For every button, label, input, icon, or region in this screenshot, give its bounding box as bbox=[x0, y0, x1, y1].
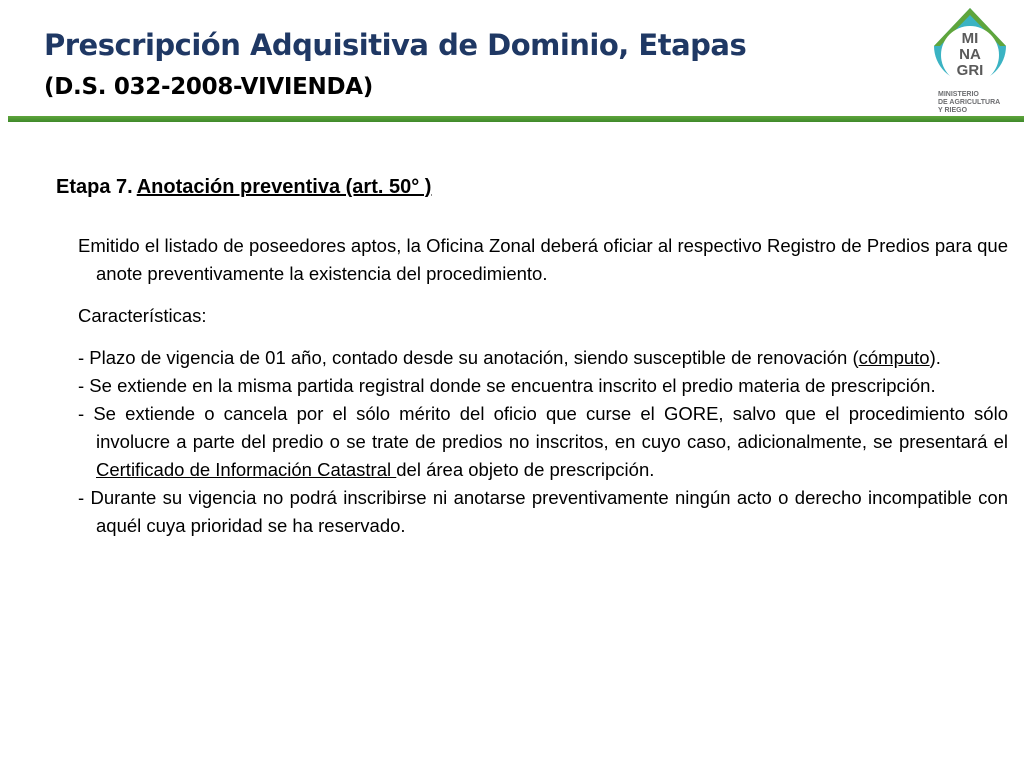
logo-letters-1: MI bbox=[961, 30, 979, 47]
features-list bbox=[78, 344, 1008, 540]
intro-paragraph: Emitido el listado de poseedores aptos, la Oficina Zonal deberá oficiar al respectivo Registro de Predios para que anote preventivamente la existencia del procedimiento. bbox=[78, 235, 1008, 284]
logo-letters-3: GRI bbox=[956, 62, 984, 79]
minagri-logo bbox=[924, 6, 1016, 116]
stage-heading bbox=[56, 176, 431, 199]
feature-item bbox=[78, 400, 1008, 484]
feature-item bbox=[78, 484, 1008, 540]
feature-item bbox=[78, 344, 1008, 372]
feature-text: - Se extiende o cancela por el sólo mérito del oficio que curse el GORE, salvo que el procedimiento sólo involucre a parte del predio o se trate de predios no inscritos, en cuyo caso, adicionalmente, se presentará el bbox=[78, 403, 1008, 452]
slide-subtitle: (D.S. 032-2008-VIVIENDA) bbox=[44, 74, 373, 100]
feature-text: - Se extiende en la misma partida registral donde se encuentra inscrito el predio materia de prescripción. bbox=[78, 375, 936, 396]
stage-title: Anotación preventiva (art. 50° ) bbox=[136, 176, 432, 198]
feature-underlined: cómputo bbox=[858, 347, 930, 368]
minagri-drop-icon bbox=[926, 6, 1014, 90]
stage-label: Etapa 7. bbox=[56, 176, 133, 198]
slide-body bbox=[78, 232, 1008, 540]
slide-title: Prescripción Adquisitiva de Dominio, Etapas bbox=[44, 28, 747, 62]
features-label: Características: bbox=[78, 305, 207, 326]
logo-letters-2: NA bbox=[959, 46, 981, 63]
header-divider bbox=[8, 116, 1024, 122]
feature-underlined: Certificado de Información Catastral bbox=[96, 459, 397, 480]
feature-text: - Durante su vigencia no podrá inscribirse ni anotarse preventivamente ningún acto o derecho incompatible con aquél cuya prioridad se ha reservado. bbox=[78, 487, 1008, 536]
logo-caption: MINISTERIO DE AGRICULTURA Y RIEGO bbox=[938, 91, 1001, 114]
feature-text-end: del área objeto de prescripción. bbox=[396, 459, 655, 480]
feature-text: - Plazo de vigencia de 01 año, contado desde su anotación, siendo susceptible de renovación ( bbox=[78, 347, 859, 368]
feature-item bbox=[78, 372, 1008, 400]
feature-text-end: ). bbox=[929, 347, 941, 368]
